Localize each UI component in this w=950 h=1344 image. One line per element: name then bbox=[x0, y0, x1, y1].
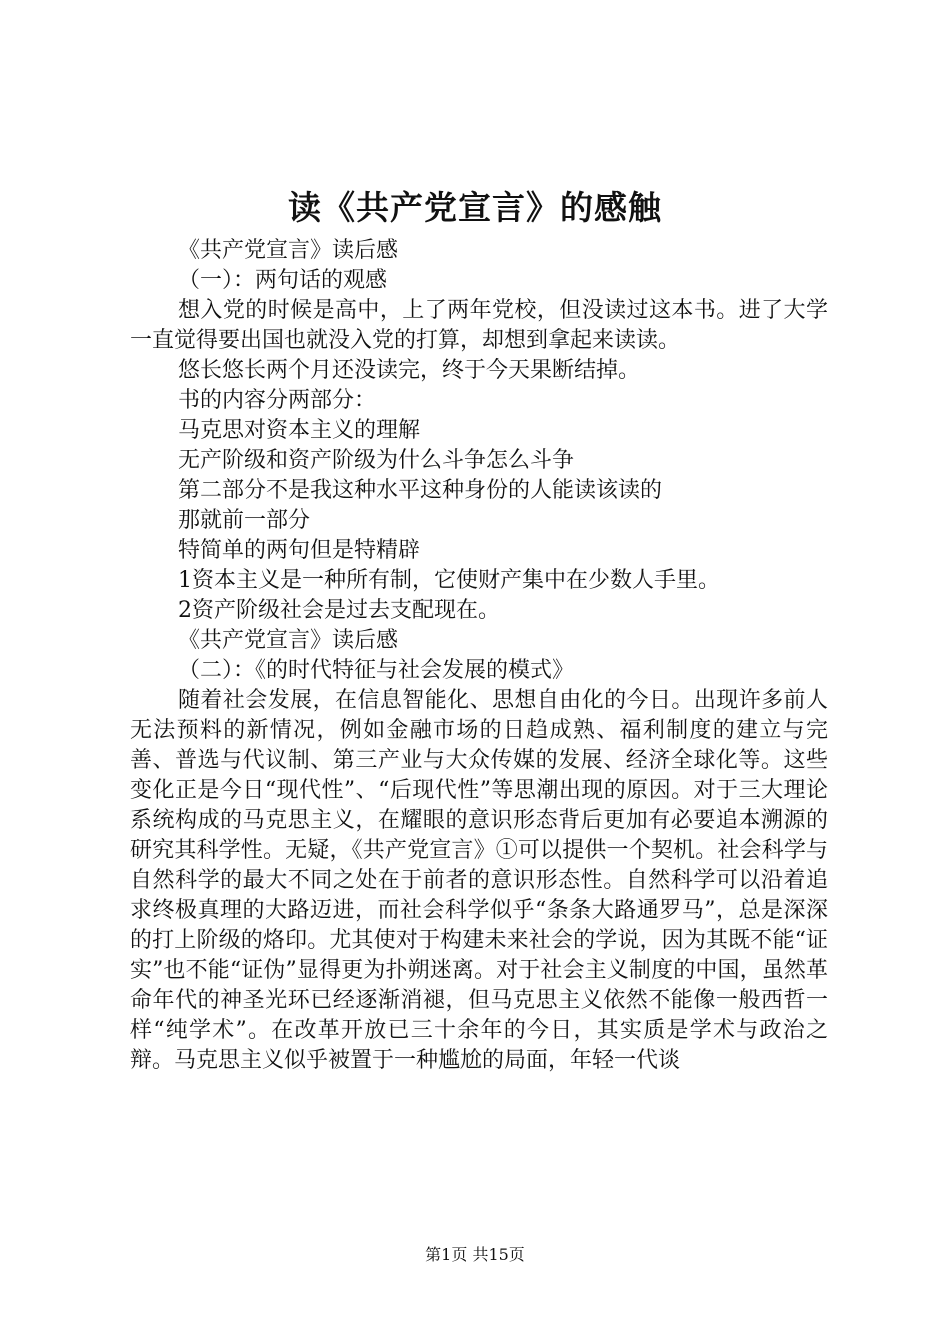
text-line: 马克思对资本主义的理解 bbox=[178, 418, 421, 443]
text-line: 无产阶级和资产阶级为什么斗争怎么斗争 bbox=[178, 448, 575, 473]
page-footer: 第1页 共15页 bbox=[425, 1245, 525, 1264]
section-heading-1: 《共产党宣言》读后感 bbox=[178, 238, 399, 263]
paragraph-1: 想入党的时候是高中，上了两年党校，但没读过这本书。进了大学一直觉得要出国也就没入党的打算，却想到拿起来读读。 bbox=[130, 298, 828, 353]
document-body bbox=[130, 236, 828, 1076]
text-line: 1资本主义是一种所有制，它使财产集中在少数人手里。 bbox=[178, 568, 720, 593]
section-subheading-1: （一）：两句话的观感 bbox=[178, 268, 388, 293]
text-line: 特简单的两句但是特精辟 bbox=[178, 538, 421, 563]
section-heading-2: 《共产党宣言》读后感 bbox=[178, 628, 399, 653]
text-line: 书的内容分两部分： bbox=[178, 388, 377, 413]
document-title: 读《共产党宣言》的感触 bbox=[288, 188, 662, 227]
text-line: 悠长悠长两个月还没读完，终于今天果断结掉。 bbox=[178, 358, 641, 383]
paragraph-2: 随着社会发展，在信息智能化、思想自由化的今日。出现许多前人无法预料的新情况，例如金融市场的日趋成熟、福利制度的建立与完善、普选与代议制、第三产业与大众传媒的发展、经济全球化等。这些变化正是今日“现代性”、“后现代性”等思潮出现的原因。对于三大理论系统构成的马克思主义，在耀眼的意识形态背后更加有必要追本溯源的研究其科学性。无疑，《共产党宣言》①可以提供一个契机。社会科学与自然科学的最大不同之处在于前者的意识形态性。自然科学可以沿着追求终极真理的大路迈进，而社会科学似乎“条条大路通罗马”，总是深深的打上阶级的烙印。尤其使对于构建未来社会的学说，因为其既不能“证实”也不能“证伪”显得更为扑朔迷离。对于社会主义制度的中国，虽然革命年代的神圣光环已经逐渐消褪，但马克思主义依然不能像一般西哲一样“纯学术”。在改革开放已三十余年的今日，其实质是学术与政治之辩。马克思主义似乎被置于一种尴尬的局面，年轻一代谈 bbox=[130, 688, 828, 1073]
text-line: 2资产阶级社会是过去支配现在。 bbox=[178, 598, 500, 623]
text-line: 那就前一部分 bbox=[178, 508, 311, 533]
text-line: 第二部分不是我这种水平这种身份的人能读该读的 bbox=[178, 478, 663, 503]
section-subheading-2: （二）：《的时代特征与社会发展的模式》 bbox=[178, 658, 575, 683]
